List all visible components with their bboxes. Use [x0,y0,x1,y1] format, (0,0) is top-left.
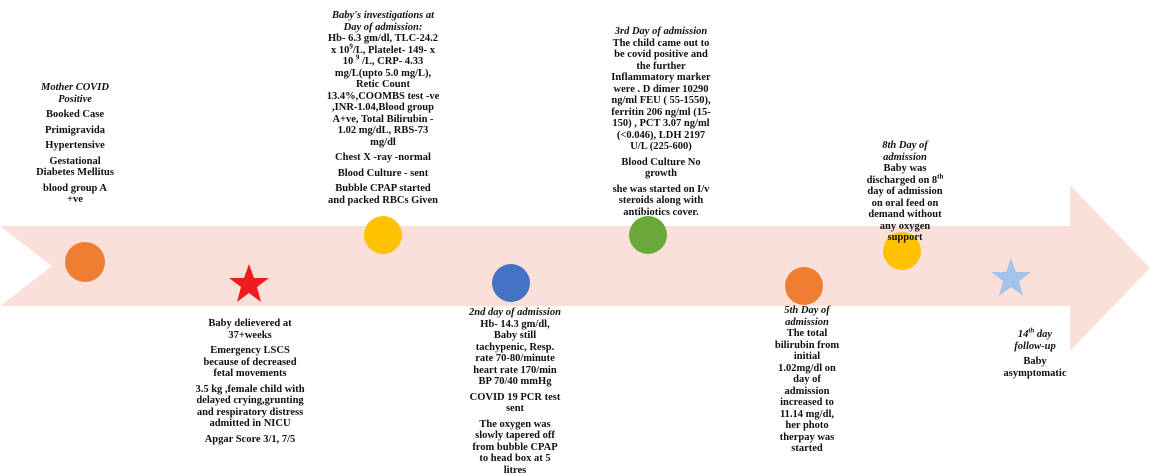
cpap-text: Bubble CPAP started [298,183,468,195]
day3-line: be covid positive and [586,49,736,61]
delivery-line: Baby delievered at [160,318,340,330]
investigations-line [298,45,468,57]
mother-line: Diabetes Mellitus [20,167,130,179]
delivery-weight-text: and respiratory distress [160,407,340,419]
day3-line: 150) , PCT 3.07 ng/ml [586,118,736,130]
day8-superscript: th [937,172,943,180]
mother-info-block [20,82,130,206]
investigations-heading-line: Baby's investigations at [298,10,468,22]
day14-text: day [1034,329,1052,340]
investigations-line: ,INR-1.04,Blood group [298,102,468,114]
day14-heading-line: follow-up [990,341,1080,353]
day2-oxygen-text: The oxygen was [440,419,590,431]
day2-line: rate 70-80/minute [440,353,590,365]
day2-line: Hb- 14.3 gm/dl, [440,319,590,331]
event-3-yellow-circle [360,214,410,264]
day2-oxygen-text: litres [440,465,590,476]
day14-heading-line [990,329,1080,341]
apgar-score-text: Apgar Score 3/1, 7/5 [160,434,340,446]
day2-line: heart rate 170/min [440,365,590,377]
day3-steroid-text: steroids along with [586,195,736,207]
day5-heading [752,305,862,328]
investigations-text: 10 [343,56,356,67]
investigations-line: Hb- 6.3 gm/dl, TLC-24.2 [298,33,468,45]
event-8-blue-star [988,256,1034,300]
day2-oxygen-text: to head box at 5 [440,453,590,465]
day3-culture-text: growth [586,168,736,180]
day8-heading [850,140,960,163]
delivery-weight-text: admitted in NICU [160,418,340,430]
delivery-emergency-text: fetal movements [160,368,340,380]
day5-block [752,305,862,455]
day14-line: asymptomatic [990,368,1080,380]
day2-line: BP 70/40 mmHg [440,376,590,388]
day2-pcr-text: sent [440,403,590,415]
day3-line: U/L (225-600) [586,141,736,153]
day5-line: her photo [752,420,862,432]
day8-line: support [850,232,960,244]
day5-line: 1.02mg/dl on [752,363,862,375]
day14-superscript: th [1028,327,1034,335]
mother-line: Hypertensive [20,140,130,152]
day5-heading-line: 5th Day of [752,305,862,317]
mother-line: Gestational [20,156,130,168]
delivery-line: 37+weeks [160,330,340,342]
event-2-red-star [226,262,272,306]
day2-line: tachypenic, Resp. [440,342,590,354]
day8-line: any oxygen [850,221,960,233]
day8-block [850,140,960,244]
day8-line: Baby was [850,163,960,175]
mother-line: Primigravida [20,125,130,137]
day5-line: therpay was [752,432,862,444]
investigations-line: mg/dl [298,137,468,149]
delivery-weight-text: delayed crying,grunting [160,395,340,407]
mother-line: +ve [20,194,130,206]
event-5-green-circle [626,214,676,264]
day14-line: Baby [990,356,1080,368]
day3-line: ng/ml FEU ( 55-1550), [586,95,736,107]
day5-line: initial [752,351,862,363]
mother-heading [20,82,130,105]
mother-line: blood group A [20,183,130,195]
delivery-block [160,318,340,445]
day5-line: 11.14 mg/dl, [752,409,862,421]
day5-line: day of [752,374,862,386]
day8-line [850,175,960,187]
day3-line: the further [586,61,736,73]
day3-line: were . D dimer 10290 [586,84,736,96]
delivery-emergency-text: Emergency LSCS [160,345,340,357]
investigations-text: /L, CRP- 4.33 [359,56,423,67]
day8-text: discharged on 8 [867,175,938,186]
day3-heading: 3rd Day of admission [586,26,736,38]
day5-line: admission [752,386,862,398]
cpap-text: and packed RBCs Given [298,195,468,207]
delivery-weight-text: 3.5 kg ,female child with [160,384,340,396]
investigations-line: mg/L(upto 5.0 mg/L), [298,68,468,80]
day3-line: (<0.046), LDH 2197 [586,130,736,142]
day3-steroid-text: she was started on I/v [586,184,736,196]
day2-oxygen-text: from bubble CPAP [440,442,590,454]
investigations-text: /L, Platelet- 149- x [353,45,435,56]
mother-line: Booked Case [20,109,130,121]
day14-text: 14 [1018,329,1029,340]
day14-heading [990,329,1080,352]
mother-heading-line: Positive [20,94,130,106]
investigations-heading [298,10,468,33]
day8-line: demand without [850,209,960,221]
investigations-line: 1.02 mg/dL, RBS-73 [298,125,468,137]
day3-line: Inflammatory marker [586,72,736,84]
investigations-line: 13.4%,COOMBS test -ve [298,91,468,103]
day5-heading-line: admission [752,317,862,329]
day5-line: increased to [752,397,862,409]
investigations-heading-line: Day of admission: [298,22,468,34]
day2-line: Baby still [440,330,590,342]
day5-line: bilirubin from [752,340,862,352]
investigations-line [298,56,468,68]
day3-line: The child came out to [586,38,736,50]
day5-line: started [752,443,862,455]
day2-pcr-text: COVID 19 PCR test [440,392,590,404]
day8-line: on oral feed on [850,198,960,210]
day3-line: ferritin 206 ng/ml (15- [586,107,736,119]
investigations-block [298,10,468,206]
investigations-text: x 10 [331,45,349,56]
day2-heading: 2nd day of admission [440,307,590,319]
chest-xray-text: Chest X -ray -normal [298,152,468,164]
investigations-line: Retic Count [298,79,468,91]
investigations-superscript: 9 [356,54,360,62]
event-4-blue-circle [488,262,538,312]
investigations-superscript: 9 [349,42,353,50]
mother-heading-line: Mother COVID [20,82,130,94]
day3-culture-text: Blood Culture No [586,157,736,169]
day8-heading-line: admission [850,152,960,164]
event-1-orange-circle [60,242,110,292]
day8-heading-line: 8th Day of [850,140,960,152]
day2-block [440,307,590,476]
day14-block [990,329,1080,379]
blood-culture-text: Blood Culture - sent [298,168,468,180]
investigations-line: A+ve, Total Bilirubin - [298,114,468,126]
day3-steroid-text: antibiotics cover. [586,207,736,219]
delivery-emergency-text: because of decreased [160,357,340,369]
day2-oxygen-text: slowly tapered off [440,430,590,442]
day3-block [586,26,736,218]
day5-line: The total [752,328,862,340]
day8-line: day of admission [850,186,960,198]
